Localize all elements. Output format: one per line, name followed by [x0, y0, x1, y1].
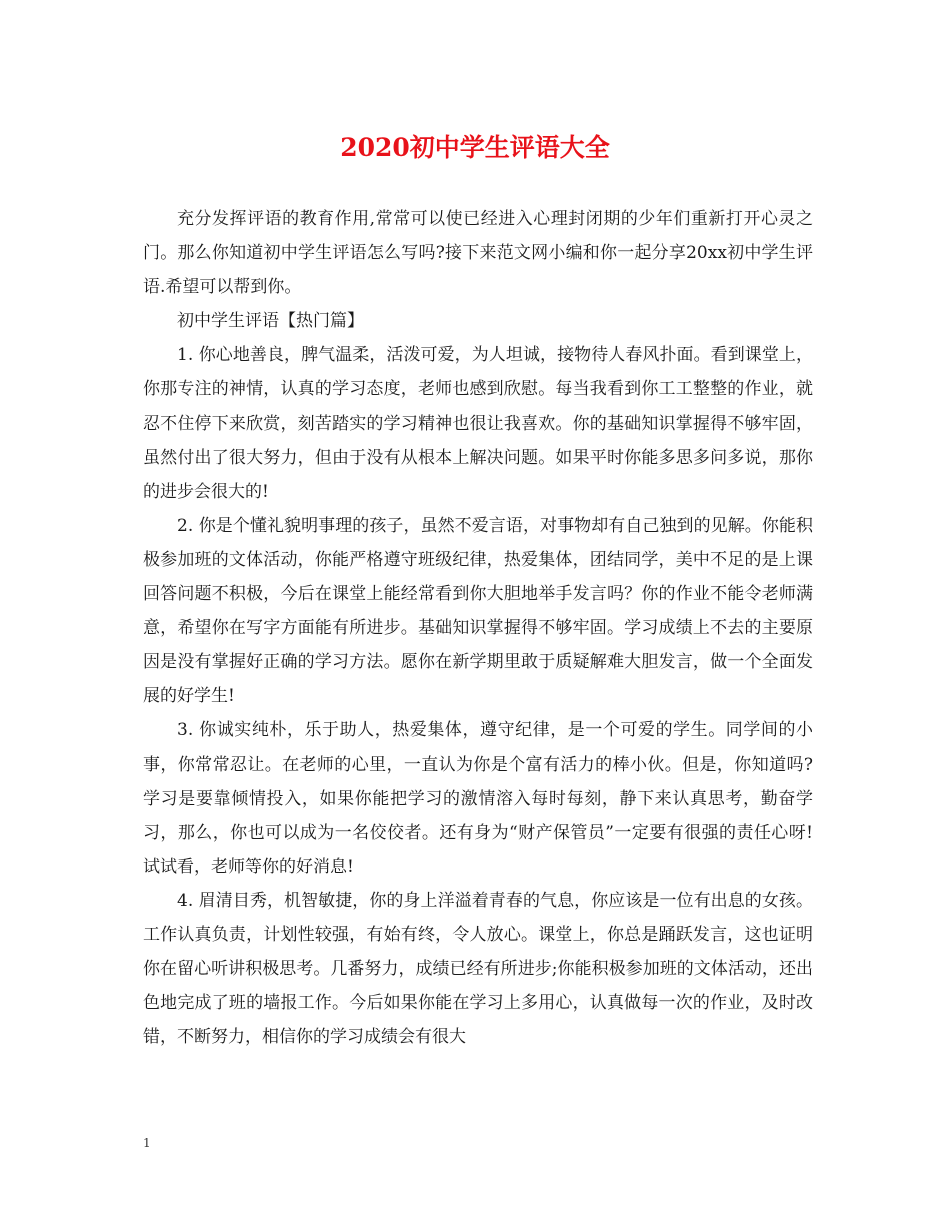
- document-body: [143, 202, 813, 1054]
- comment-paragraph-2: 2. 你是个懂礼貌明事理的孩子，虽然不爱言语，对事物却有自己独到的见解。你能积极参加班的文体活动，你能严格遵守班级纪律，热爱集体，团结同学，美中不足的是上课回答问题不积极，今后在课堂上能经常看到你大胆地举手发言吗？你的作业不能令老师满意，希望你在写字方面能有所进步。基础知识掌握得不够牢固。学习成绩上不去的主要原因是没有掌握好正确的学习方法。愿你在新学期里敢于质疑解难大胆发言，做一个全面发展的好学生!: [143, 515, 813, 707]
- comment-paragraph-1: 1. 你心地善良，脾气温柔，活泼可爱，为人坦诚，接物待人春风扑面。看到课堂上，你那专注的神情，认真的学习态度，老师也感到欣慰。每当我看到你工工整整的作业，就忍不住停下来欣赏，刻苦踏实的学习精神也很让我喜欢。你的基础知识掌握得不够牢固，虽然付出了很大努力，但由于没有从根本上解决问题。如果平时你能多思多问多说，那你的进步会很大的!: [143, 345, 813, 502]
- section-heading: 初中学生评语【热门篇】: [177, 311, 364, 332]
- intro-paragraph: 充分发挥评语的教育作用,常常可以使已经进入心理封闭期的少年们重新打开心灵之门。那么你知道初中学生评语怎么写吗?接下来范文网小编和你一起分享20xx初中学生评语.希望可以帮到你。: [143, 209, 813, 298]
- document-title: 2020初中学生评语大全: [340, 133, 610, 162]
- comment-paragraph-3: 3. 你诚实纯朴，乐于助人，热爱集体，遵守纪律，是一个可爱的学生。同学间的小事，你常常忍让。在老师的心里，一直认为你是个富有活力的棒小伙。但是，你知道吗?学习是要靠倾情投入，如果你能把学习的激情溶入每时每刻，静下来认真思考，勤奋学习，那么，你也可以成为一名佼佼者。还有身为“财产保管员”一定要有很强的责任心呀!试试看，老师等你的好消息!: [143, 720, 813, 877]
- page-number: 1: [143, 1136, 151, 1150]
- comment-paragraph-4: 4. 眉清目秀，机智敏捷，你的身上洋溢着青春的气息，你应该是一位有出息的女孩。工作认真负责，计划性较强，有始有终，令人放心。课堂上，你总是踊跃发言，这也证明你在留心听讲积极思考。几番努力，成绩已经有所进步;你能积极参加班的文体活动，还出色地完成了班的墙报工作。今后如果你能在学习上多用心，认真做每一次的作业，及时改错，不断努力，相信你的学习成绩会有很大: [143, 890, 813, 1048]
